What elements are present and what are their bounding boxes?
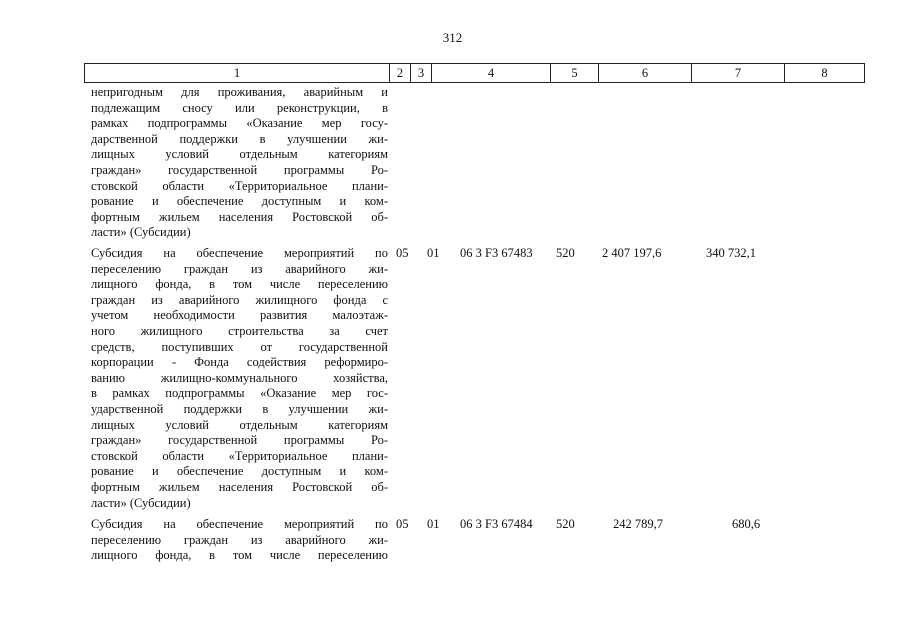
description-line: корпорации - Фонда содействия реформиро- [91, 355, 388, 370]
cell-section: 05 [396, 246, 409, 260]
description-line: переселению граждан из аварийного жи- [91, 532, 388, 547]
column-header-2: 2 [390, 63, 411, 83]
table-header-row [84, 63, 865, 83]
row-description [91, 517, 388, 564]
description-line: фортным жильем населения Ростовской об- [91, 479, 388, 494]
description-line: Субсидия на обеспечение мероприятий по [91, 246, 388, 260]
description-line: рамках подпрограммы «Оказание мер госу- [91, 116, 388, 131]
description-line: граждан» государственной программы Ро- [91, 162, 388, 177]
column-header-5: 5 [551, 63, 599, 83]
column-header-8: 8 [785, 63, 865, 83]
description-line: стовской области «Территориальное плани- [91, 448, 388, 463]
column-header-3: 3 [411, 63, 432, 83]
description-line: непригодным для проживания, аварийным и [91, 85, 388, 99]
cell-expense-type: 520 [556, 246, 575, 260]
description-line: ласти» (Субсидии) [91, 225, 191, 240]
description-line: стовской области «Территориальное плани- [91, 178, 388, 193]
description-line: переселению граждан из аварийного жи- [91, 261, 388, 276]
description-line: рование и обеспечение доступным и ком- [91, 194, 388, 209]
description-line: фортным жильем населения Ростовской об- [91, 209, 388, 224]
cell-expense-type: 520 [556, 517, 575, 531]
description-line: дарственной поддержки в улучшении жи- [91, 131, 388, 146]
description-line: подлежащим сносу или реконструкции, в [91, 100, 388, 115]
description-line: ударственной поддержки в улучшении жи- [91, 401, 388, 416]
cell-target-code: 06 3 F3 67484 [460, 517, 533, 531]
cell-section: 05 [396, 517, 409, 531]
column-header-1: 1 [84, 63, 390, 83]
column-header-7: 7 [692, 63, 785, 83]
column-header-6: 6 [599, 63, 692, 83]
description-line: учетом необходимости развития малоэтаж- [91, 308, 388, 323]
row-description [91, 85, 388, 241]
row-description [91, 246, 388, 511]
cell-amount-6: 242 789,7 [613, 517, 663, 531]
description-line: граждан» государственной программы Ро- [91, 433, 388, 448]
cell-subsection: 01 [427, 246, 440, 260]
description-line: граждан из аварийного жилищного фонда с [91, 292, 388, 307]
description-line: лищного фонда, в том числе переселению [91, 548, 388, 563]
description-line: лищного фонда, в том числе переселению [91, 277, 388, 292]
cell-subsection: 01 [427, 517, 440, 531]
description-line: лищных условий отдельным категориям [91, 417, 388, 432]
cell-amount-7: 340 732,1 [706, 246, 756, 260]
cell-target-code: 06 3 F3 67483 [460, 246, 533, 260]
description-line: ласти» (Субсидии) [91, 495, 191, 510]
description-line: средств, поступивших от государственной [91, 339, 388, 354]
description-line: Субсидия на обеспечение мероприятий по [91, 517, 388, 531]
page-number: 312 [442, 30, 463, 45]
column-header-4: 4 [432, 63, 551, 83]
description-line: лищных условий отдельным категориям [91, 147, 388, 162]
description-line: рование и обеспечение доступным и ком- [91, 464, 388, 479]
cell-amount-6: 2 407 197,6 [602, 246, 662, 260]
description-line: в рамках подпрограммы «Оказание мер гос- [91, 386, 388, 401]
description-line: ванию жилищно-коммунального хозяйства, [91, 370, 388, 385]
cell-amount-7: 680,6 [732, 517, 761, 531]
description-line: ного жилищного строительства за счет [91, 323, 388, 338]
